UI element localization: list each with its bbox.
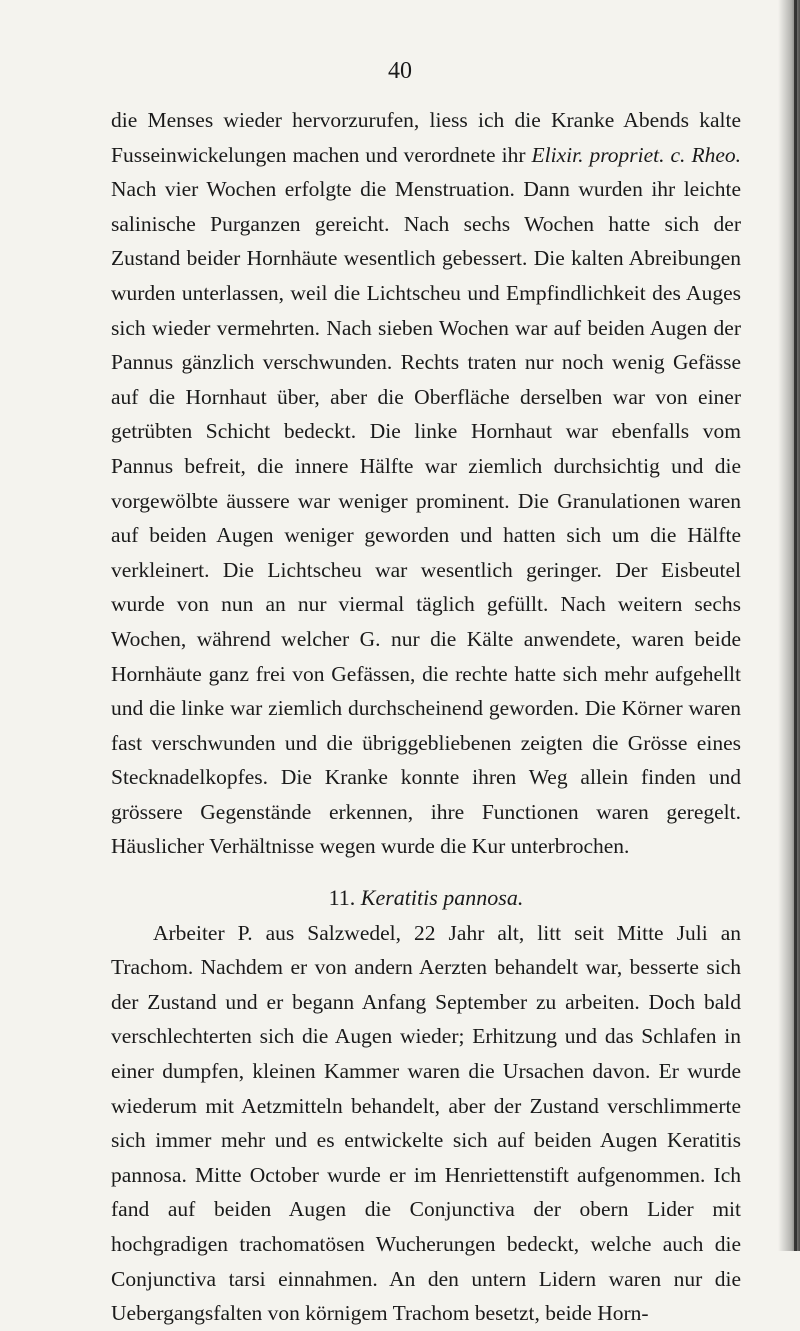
body-text	[111, 103, 741, 1331]
case-title: Keratitis pannosa.	[360, 885, 524, 911]
case-heading	[111, 881, 741, 916]
paragraph-text-part: Nach vier Wochen erfolgte die Menstruation. Dann wurden ihr leichte salinische Purganzen gereicht. Nach sechs Wochen hatte sich der Zustand beider Hornhäute wesentlich gebessert. Die kalten Abreibungen wurden unterlassen, weil die Lichtscheu und Empfindlichkeit des Auges sich wieder vermehrten. Nach sieben Wochen war auf beiden Augen der Pannus gänzlich verschwunden. Rechts traten nur noch wenig Gefässe auf die Hornhaut über, aber die Oberfläche derselben war von einer getrübten Schicht bedeckt. Die linke Hornhaut war ebenfalls vom Pannus befreit, die innere Hälfte war ziemlich durchsichtig und die vorgewölbte äussere war weniger prominent. Die Granulationen waren auf beiden Augen weniger geworden und hatten sich um die Hälfte verkleinert. Die Lichtscheu war wesentlich geringer. Der Eisbeutel wurde von nun an nur viermal täglich gefüllt. Nach weitern sechs Wochen, während welcher G. nur die Kälte anwendete, waren beide Hornhäute ganz frei von Gefässen, die rechte hatte sich mehr aufgehellt und die linke war ziemlich durchscheinend geworden. Die Körner waren fast verschwunden und die übriggebliebenen zeigten die Grösse eines Stecknadelkopfes. Die Kranke konnte ihren Weg allein finden und grössere Gegenstände erkennen, ihre Functionen waren geregelt. Häuslicher Verhältnisse wegen wurde die Kur unterbrochen.	[111, 177, 741, 859]
paragraph-text-part: die Menses wieder hervorzurufen, liess ich die Kranke Abends kalte Fusseinwickelungen machen und verordnete ihr	[111, 108, 741, 167]
paragraph-case-10-continuation	[111, 103, 741, 864]
page-number: 40	[388, 58, 412, 84]
paragraph-case-11: Arbeiter P. aus Salzwedel, 22 Jahr alt, litt seit Mitte Juli an Trachom. Nachdem er von andern Aerzten behandelt war, besserte sich der Zustand und er begann Anfang September zu arbeiten. Doch bald verschlechterten sich die Augen wieder; Erhitzung und das Schlafen in einer dumpfen, kleinen Kammer waren die Ursachen davon. Er wurde wiederum mit Aetzmitteln behandelt, aber der Zustand verschlimmerte sich immer mehr und es entwickelte sich auf beiden Augen Keratitis pannosa. Mitte October wurde er im Henriettenstift aufgenommen. Ich fand auf beiden Augen die Conjunctiva der obern Lider mit hochgradigen trachomatösen Wucherungen bedeckt, welche auch die Conjunctiva tarsi einnahmen. An den untern Lidern waren nur die Uebergangsfalten von körnigem Trachom besetzt, beide Horn-	[111, 920, 741, 1326]
prescription-emphasis: Elixir. propriet. c. Rheo.	[531, 142, 741, 167]
page-edge-line	[794, 0, 797, 1251]
case-number: 11.	[328, 885, 356, 911]
